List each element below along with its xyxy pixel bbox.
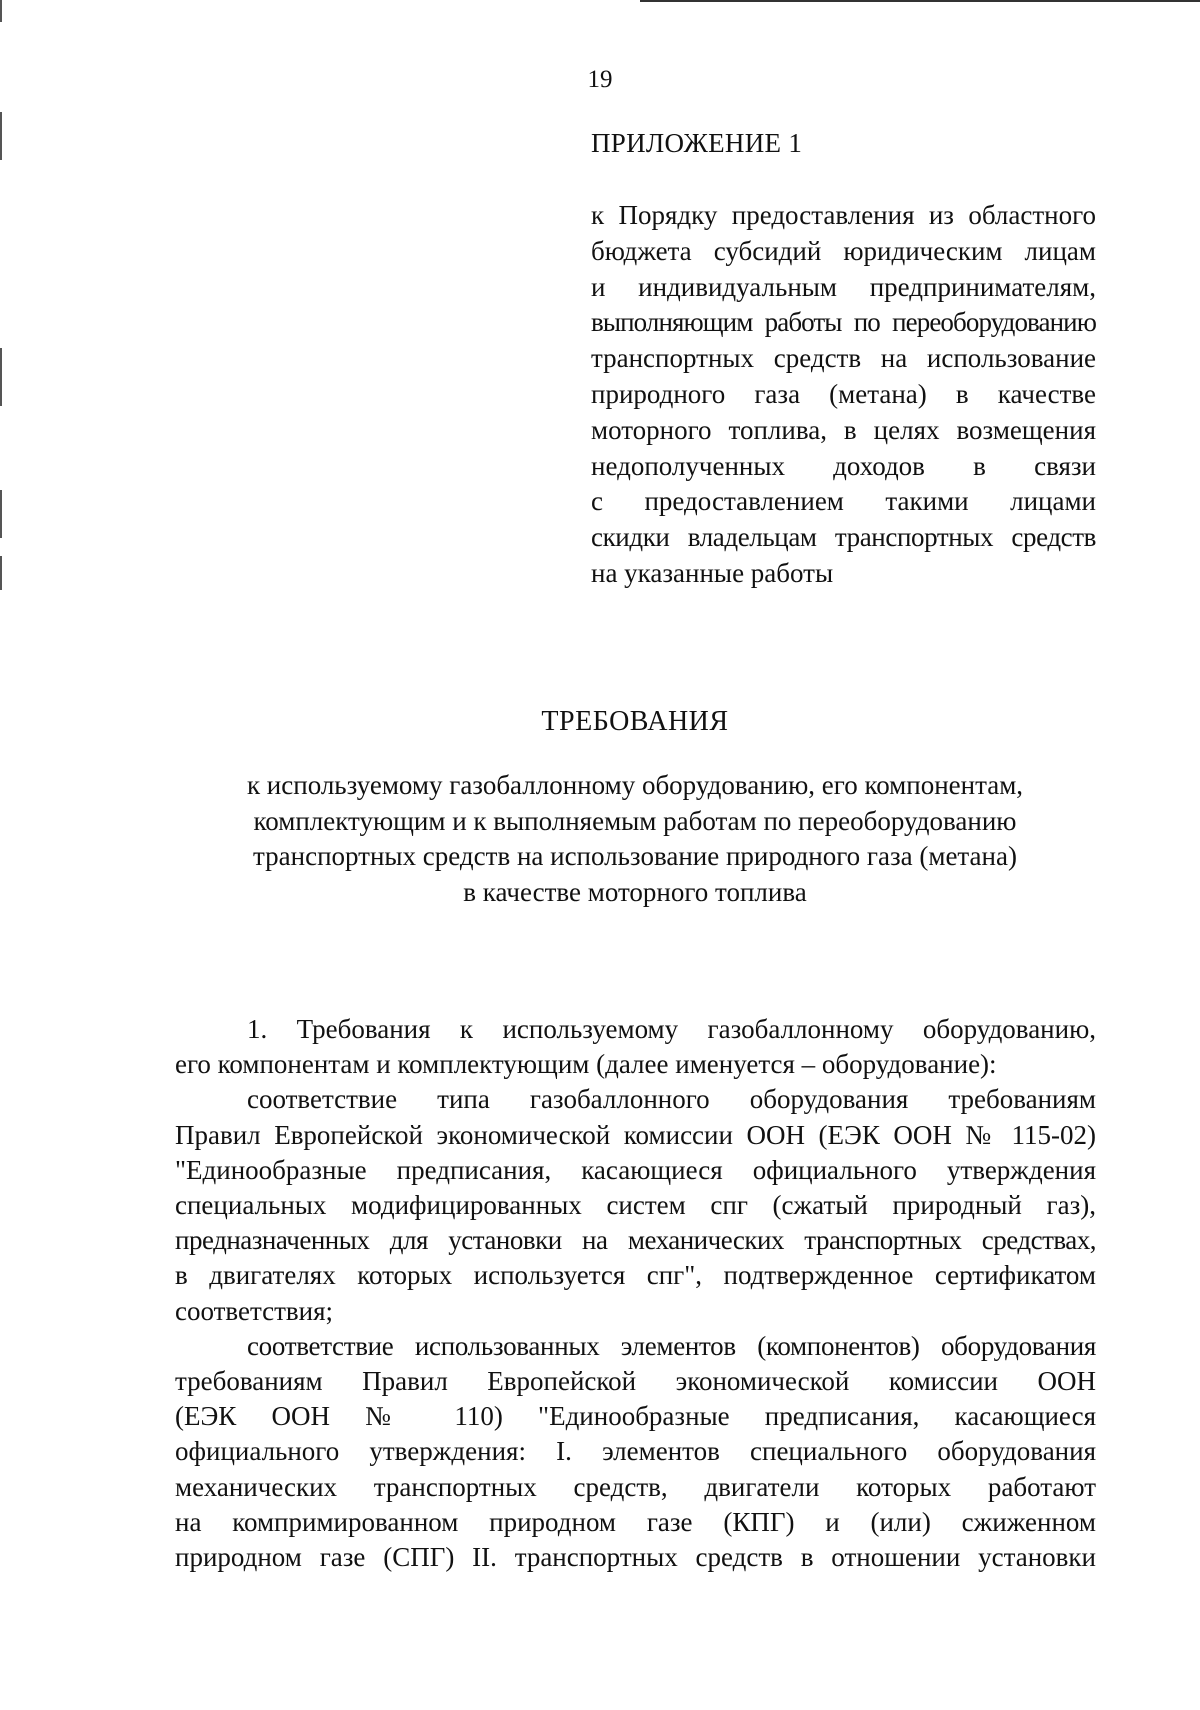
- body-line: специальных модифицированных систем спг (сжатый природный газ),: [175, 1190, 1096, 1221]
- appendix-reference: [591, 198, 1096, 592]
- scan-edge-mark: [0, 556, 2, 590]
- body-line: "Единообразные предписания, касающиеся официального утверждения: [175, 1154, 1096, 1185]
- appendix-line: скидки владельцам транспортных средств: [591, 522, 1096, 553]
- body-line: соответствие типа газобаллонного оборудования требованиям: [247, 1084, 1096, 1115]
- body-line: 1. Требования к используемому газобаллонному оборудованию,: [247, 1014, 1096, 1044]
- appendix-line: выполняющим работы по переоборудованию: [591, 307, 1096, 338]
- subtitle-line: в качестве моторного топлива: [463, 876, 807, 907]
- document-body: [175, 1012, 1096, 1575]
- scan-edge-mark: [0, 112, 2, 160]
- appendix-line: с предоставлением такими лицами: [591, 486, 1096, 517]
- body-line: на компримированном природном газе (КПГ) и (или) сжиженном: [175, 1506, 1096, 1537]
- subtitle-line: к используемому газобаллонному оборудованию, его компонентам,: [246, 770, 1024, 800]
- body-line: механических транспортных средств, двигатели которых работают: [175, 1471, 1096, 1502]
- scan-top-rule: [640, 0, 1200, 2]
- appendix-line: бюджета субсидий юридическим лицам: [591, 235, 1096, 266]
- appendix-line: природного газа (метана) в качестве: [591, 378, 1096, 409]
- appendix-line: на указанные работы: [591, 557, 834, 588]
- appendix-label: ПРИЛОЖЕНИЕ 1: [591, 128, 803, 158]
- body-line: его компонентам и комплектующим (далее именуется – оборудование):: [175, 1049, 997, 1080]
- document-title: ТРЕБОВАНИЯ: [541, 706, 729, 737]
- appendix-line: и индивидуальным предпринимателям,: [591, 271, 1096, 302]
- body-line: (ЕЭК ООН № 110) "Единообразные предписания, касающиеся: [175, 1401, 1096, 1432]
- body-line: требованиям Правил Европейской экономической комиссии ООН: [175, 1366, 1096, 1397]
- subtitle-line: транспортных средств на использование природного газа (метана): [253, 841, 1017, 871]
- page-number: 19: [587, 66, 613, 93]
- appendix-line: транспортных средств на использование: [591, 343, 1096, 374]
- body-line: природном газе (СПГ) II. транспортных средств в отношении установки: [175, 1542, 1096, 1573]
- appendix-line: к Порядку предоставления из областного: [591, 200, 1096, 230]
- body-line: официального утверждения: I. элементов специального оборудования: [175, 1436, 1096, 1467]
- body-line: Правил Европейской экономической комиссии ООН (ЕЭК ООН № 115-02): [175, 1119, 1096, 1150]
- scan-edge-mark: [0, 0, 2, 22]
- scan-edge-mark: [0, 348, 2, 406]
- body-line: в двигателях которых используется спг", подтвержденное сертификатом: [175, 1260, 1096, 1291]
- document-subtitle: [150, 768, 1120, 910]
- subtitle-line: комплектующим и к выполняемым работам по переоборудованию: [253, 805, 1017, 836]
- appendix-line: моторного топлива, в целях возмещения: [591, 414, 1096, 445]
- scan-edge-mark: [0, 490, 2, 538]
- body-line: соответствие использованных элементов (компонентов) оборудования: [247, 1330, 1096, 1361]
- body-line: соответствия;: [175, 1295, 334, 1326]
- body-line: предназначенных для установки на механических транспортных средствах,: [175, 1225, 1096, 1256]
- appendix-line: недополученных доходов в связи: [591, 450, 1096, 481]
